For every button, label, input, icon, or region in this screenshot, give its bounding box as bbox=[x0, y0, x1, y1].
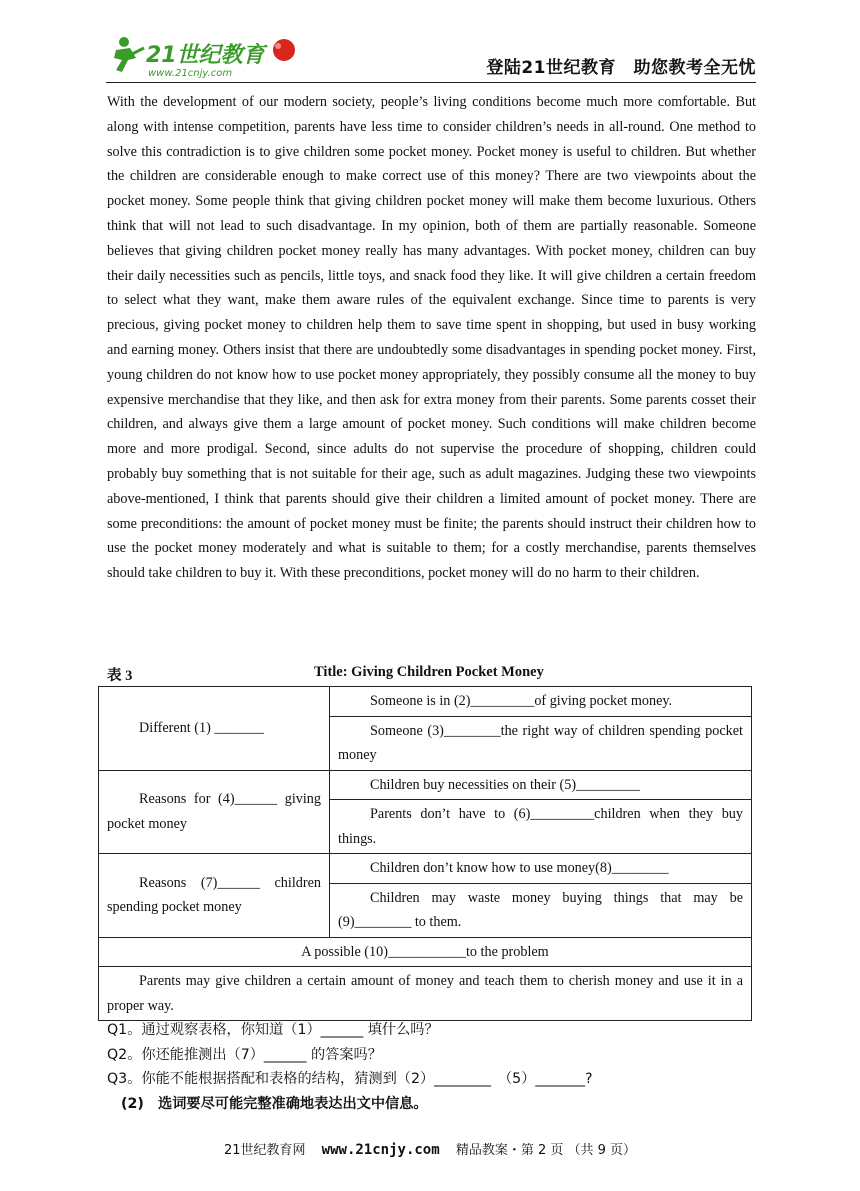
reading-passage: With the development of our modern society, people’s living conditions become much more comfortable. But along with intense competition, parents have less time to consider children’s needs in all-round. One method to solve this contradiction is to give children some pocket money. Pocket money is useful to children. But whether the children are considerable enough to make correct use of this money? There are two viewpoints about the pocket money. Some people think that giving children pocket money will make them become luxurious. Others think that will not lead to such disadvantage. In my opinion, both of them are partially reasonable. Someone believes that giving children pocket money really has many advantages. With pocket money, children can buy their daily necessities such as pencils, little toys, and snack food they like. It will give children a certain freedom to select what they want, make them aware rules of the equivalent exchange. Since time to parents is very precious, giving pocket money to children help them to save time spent in shopping, but used in busy working and earning money. Others insist that there are undoubtedly some disadvantages in spending pocket money. First, young children do not know how to use pocket money appropriately, they possibly consume all the money to buy expensive merchandise that they like, and then ask for extra money from their parents. Some parents cosset their children, and always give them a large amount of pocket money. Such conditions will make children become more and more prodigal. Second, since adults do not supervise the procedure of shopping, children could probably buy something that is not suitable for their age, such as adult magazines. Judging these two viewpoints above-mentioned, I think that parents should give their children a limited amount of pocket money. There are some preconditions: the amount of pocket money must be finite; the parents should instruct their children how to use the pocket money moderately and what is suitable to them; for a costly merchandise, parents themselves should take children to buy it. With these preconditions, pocket money will do no harm to their children. bbox=[107, 94, 756, 582]
table-label: 表 3 bbox=[107, 668, 133, 684]
table-cell-row3-b: Children may waste money buying things that may be (9)________ to them. bbox=[330, 883, 752, 937]
table-cell-row2-b: Parents don’t have to (6)_________children when they buy things. bbox=[330, 800, 752, 854]
table-cell-row2-left: Reasons for (4)______ giving pocket money bbox=[99, 770, 330, 854]
footer-site-name: 21世纪教育网 bbox=[223, 1143, 306, 1158]
table-cell-row1-b: Someone (3)________the right way of children spending pocket money bbox=[330, 716, 752, 770]
footer-page-info: 精品教案・第 2 页 （共 9 页） bbox=[455, 1143, 637, 1158]
svg-text:21世纪教育: 21世纪教育 bbox=[146, 43, 265, 68]
runner-icon bbox=[114, 37, 144, 72]
site-logo bbox=[106, 32, 306, 80]
table-title: Title: Giving Children Pocket Money bbox=[314, 664, 544, 680]
page-footer bbox=[0, 1139, 860, 1158]
header-slogan: 登陆21世纪教育 助您教考全无忧 bbox=[486, 58, 756, 78]
summary-table bbox=[98, 686, 752, 1021]
table-cell-row3-left: Reasons (7)______ children spending pocket money bbox=[99, 854, 330, 938]
table-cell-row5: Parents may give children a certain amount of money and teach them to cherish money and use it in a proper way. bbox=[99, 967, 752, 1021]
instruction-2: (2) 选词要尽可能完整准确地表达出文中信息。 bbox=[121, 1095, 428, 1112]
table-cell-row2-a: Children buy necessities on their (5)_________ bbox=[330, 770, 752, 800]
question-2: Q2。你还能推测出（7）______ 的答案吗？ bbox=[107, 1046, 382, 1063]
svg-text:www.21cnjy.com: www.21cnjy.com bbox=[148, 68, 233, 79]
footer-url[interactable]: www.21cnjy.com bbox=[321, 1142, 440, 1158]
question-3: Q3。你能不能根据搭配和表格的结构，猜测到（2）________ （5）_______? bbox=[107, 1071, 593, 1087]
table-cell-row3-a: Children don’t know how to use money(8)________ bbox=[330, 854, 752, 884]
table-cell-row4: A possible (10)___________to the problem bbox=[99, 937, 752, 967]
question-list bbox=[107, 1018, 756, 1116]
table-cell-row1-left: Different (1) _______ bbox=[99, 687, 330, 771]
table-caption bbox=[107, 664, 756, 686]
question-1: Q1。通过观察表格，你知道（1）______ 填什么吗？ bbox=[107, 1022, 439, 1038]
page-header bbox=[106, 30, 756, 83]
table-cell-row1-a: Someone is in (2)_________of giving pocket money. bbox=[330, 687, 752, 717]
